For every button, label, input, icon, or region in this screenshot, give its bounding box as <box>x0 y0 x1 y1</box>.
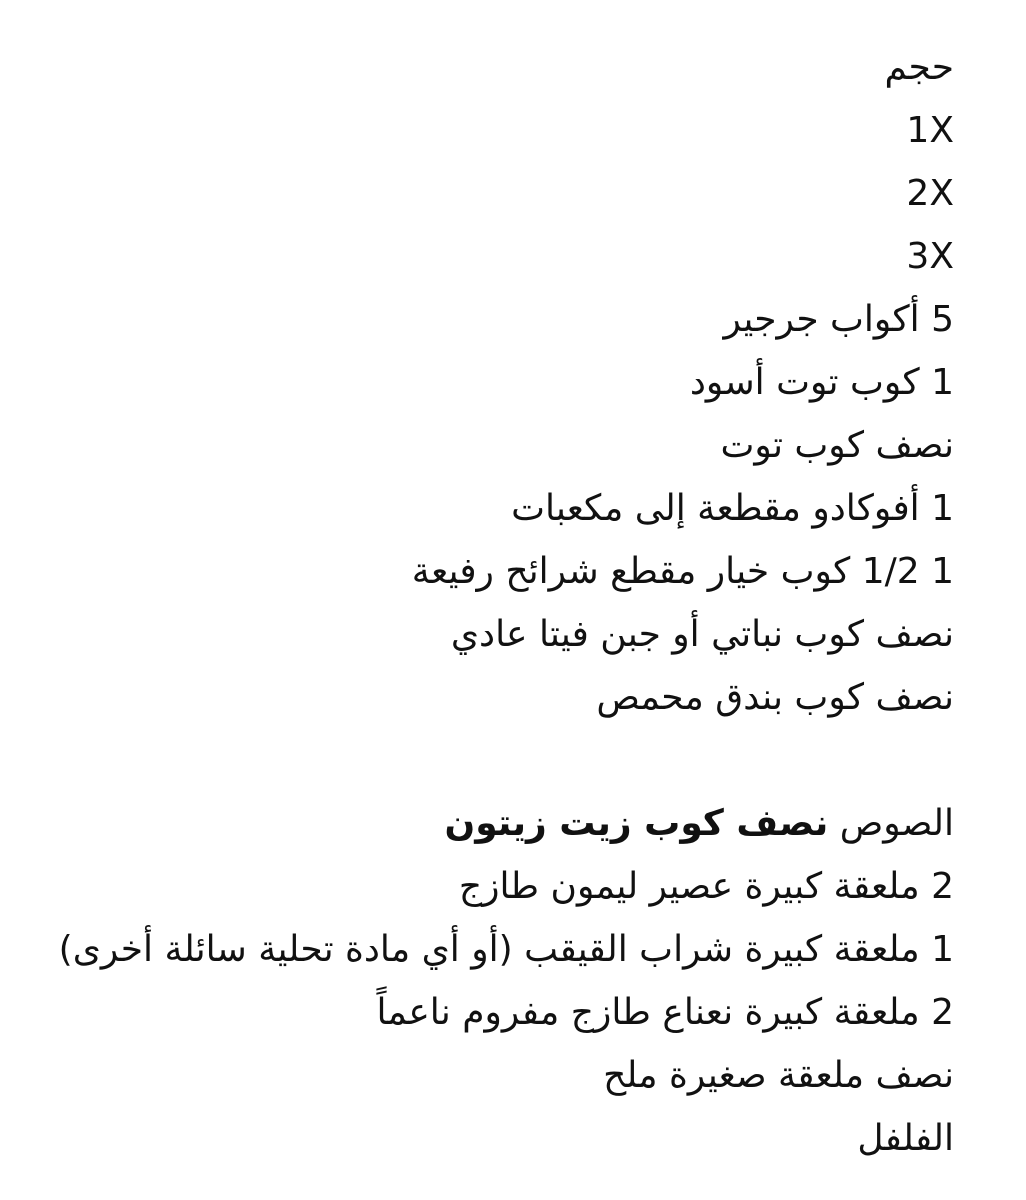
section-spacer <box>54 729 954 792</box>
ingredient-line: 3X <box>906 236 954 277</box>
sauce-item-line: 2 ملعقة كبيرة عصير ليمون طازج <box>458 866 954 907</box>
ingredient-line: 1 1/2 كوب خيار مقطع شرائح رفيعة <box>411 551 954 592</box>
sauce-item-line: نصف ملعقة صغيرة ملح <box>603 1055 954 1096</box>
sauce-heading-line <box>54 792 954 855</box>
ingredient-line: 1X <box>906 110 954 151</box>
sauce-item-line: الفلفل <box>857 1118 954 1159</box>
ingredient-line: نصف كوب توت <box>720 425 954 466</box>
ingredient-line: نصف كوب نباتي أو جبن فيتا عادي <box>450 614 954 655</box>
ingredient-line: نصف كوب بندق محمص <box>596 677 954 718</box>
ingredient-line: 2X <box>906 173 954 214</box>
ingredient-line: 1 أفوكادو مقطعة إلى مكعبات <box>511 488 954 529</box>
ingredient-line: 1 كوب توت أسود <box>689 362 954 403</box>
sauce-item-line: 2 ملعقة كبيرة نعناع طازج مفروم ناعماً <box>376 992 954 1033</box>
sauce-first-item: نصف كوب زيت زيتون <box>444 803 829 844</box>
ingredient-line: 5 أكواب جرجير <box>723 299 954 340</box>
sauce-title: الصوص <box>839 803 954 844</box>
recipe-document <box>54 36 954 1170</box>
ingredient-line: حجم <box>884 47 954 88</box>
sauce-item-line: 1 ملعقة كبيرة شراب القيقب (أو أي مادة تحلية سائلة أخرى) <box>58 929 954 970</box>
